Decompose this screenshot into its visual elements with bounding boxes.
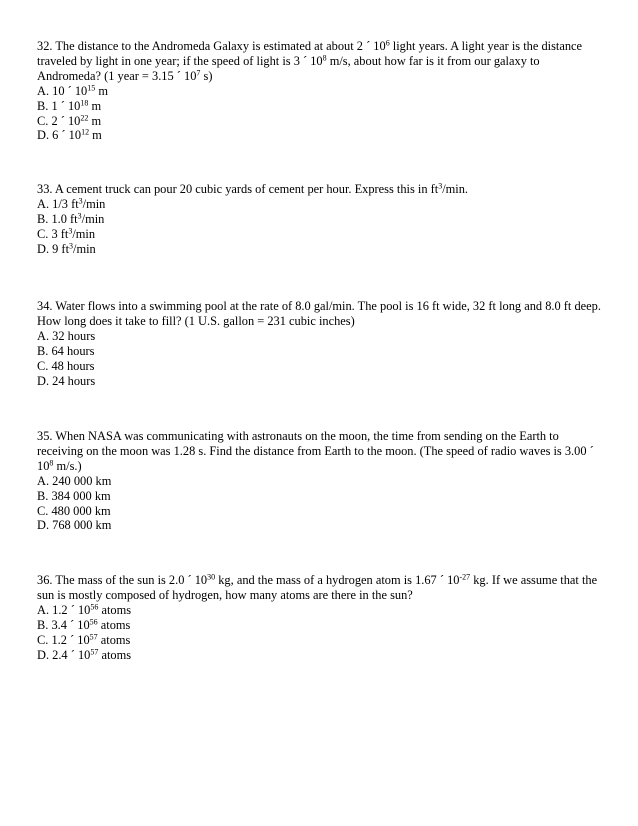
option-superscript: 3	[69, 241, 74, 251]
answer-option-a	[37, 603, 603, 618]
option-text: /min	[81, 211, 105, 226]
answer-option-c: C. 480 000 km	[37, 503, 111, 518]
option-text: C. 3 ft	[37, 226, 69, 241]
stem-superscript: -27	[459, 572, 471, 582]
stem-text: kg. If we assume that the sun is mostly composed of hydrogen, how many atoms are there in the sun?	[37, 573, 598, 602]
stem-text: light years. A light year is the distance traveled by light in one year; if the speed of light is 3 ´ 10	[37, 39, 583, 68]
option-text: B. 1 ´ 10	[37, 98, 81, 113]
answer-options	[37, 329, 603, 389]
question-34	[37, 299, 603, 388]
option-text: /min	[82, 196, 106, 211]
option-text: /min	[72, 226, 96, 241]
answer-option-d	[37, 648, 603, 663]
answer-option-d: D. 24 hours	[37, 373, 96, 388]
answer-option-b: B. 384 000 km	[37, 488, 111, 503]
stem-superscript: 8	[322, 53, 327, 63]
stem-text: 32. The distance to the Andromeda Galaxy is estimated at about 2 ´ 10	[37, 39, 386, 53]
stem-superscript: 30	[207, 572, 216, 582]
question-36	[37, 573, 603, 662]
option-text: m	[95, 83, 108, 98]
option-text: m	[89, 128, 102, 143]
option-superscript: 57	[89, 632, 98, 642]
question-33	[37, 182, 603, 257]
option-text: B. 1.0 ft	[37, 211, 78, 226]
answer-option-d	[37, 128, 603, 143]
option-text: atoms	[98, 602, 132, 617]
stem-superscript: 7	[196, 68, 201, 78]
option-text: atoms	[97, 617, 131, 632]
answer-option-c	[37, 633, 603, 648]
option-text: D. 9 ft	[37, 241, 70, 256]
question-stem	[37, 182, 603, 197]
option-text: atoms	[97, 632, 131, 647]
answer-options	[37, 474, 603, 534]
stem-text: m/s, about how far is it from our galaxy to Andromeda? (1 year = 3.15 ´ 10	[37, 53, 540, 83]
option-text: A. 10 ´ 10	[37, 83, 88, 98]
answer-option-a: A. 32 hours	[37, 328, 96, 343]
answer-option-b	[37, 212, 603, 227]
option-text: D. 6 ´ 10	[37, 128, 82, 143]
answer-option-b	[37, 618, 603, 633]
option-superscript: 3	[77, 211, 82, 221]
option-superscript: 3	[78, 196, 83, 206]
option-text: C. 2 ´ 10	[37, 113, 81, 128]
option-text: C. 1.2 ´ 10	[37, 632, 90, 647]
answer-option-c	[37, 227, 603, 242]
stem-text: /min.	[442, 182, 469, 196]
question-32	[37, 39, 603, 143]
answer-option-d: D. 768 000 km	[37, 518, 112, 533]
answer-options	[37, 197, 603, 257]
question-stem	[37, 573, 603, 603]
option-text: B. 3.4 ´ 10	[37, 617, 90, 632]
answer-options	[37, 84, 603, 144]
stem-text: 35. When NASA was communicating with astronauts on the moon, the time from sending on the Earth to receiving on the moon was 1.28 s. Find the distance from Earth to the moon. (The speed of radio waves is 3.00 ´ 10	[37, 429, 594, 473]
answer-option-b	[37, 99, 603, 114]
option-superscript: 15	[87, 83, 96, 93]
answer-option-c	[37, 114, 603, 129]
stem-superscript: 3	[438, 181, 443, 191]
stem-text: kg, and the mass of a hydrogen atom is 1.67 ´ 10	[215, 573, 460, 587]
option-text: atoms	[98, 647, 132, 662]
stem-text: s)	[200, 68, 213, 83]
answer-options	[37, 603, 603, 663]
answer-option-c: C. 48 hours	[37, 358, 95, 373]
answer-option-a	[37, 197, 603, 212]
question-stem	[37, 429, 603, 474]
option-superscript: 12	[81, 128, 90, 138]
option-superscript: 56	[89, 617, 98, 627]
answer-option-a	[37, 84, 603, 99]
option-superscript: 3	[68, 226, 73, 236]
stem-superscript: 8	[49, 458, 54, 468]
stem-text: 33. A cement truck can pour 20 cubic yards of cement per hour. Express this in ft	[37, 182, 439, 196]
option-superscript: 18	[80, 98, 89, 108]
stem-superscript: 6	[385, 38, 390, 48]
option-text: /min	[73, 241, 96, 256]
stem-text: m/s.)	[53, 458, 82, 473]
option-superscript: 57	[90, 647, 99, 657]
option-text: A. 1.2 ´ 10	[37, 602, 91, 617]
answer-option-a: A. 240 000 km	[37, 473, 112, 488]
stem-text: 36. The mass of the sun is 2.0 ´ 10	[37, 573, 208, 587]
answer-option-b: B. 64 hours	[37, 343, 95, 358]
question-stem	[37, 39, 603, 84]
question-35	[37, 429, 603, 533]
option-text: m	[88, 98, 102, 113]
question-stem	[37, 299, 603, 329]
option-superscript: 56	[90, 602, 99, 612]
option-text: m	[88, 113, 102, 128]
stem-text: 34. Water flows into a swimming pool at the rate of 8.0 gal/min. The pool is 16 ft wide, 32 ft long and 8.0 ft deep. How long does it take to fill? (1 U.S. gallon = 231 cubic inches)	[37, 299, 601, 328]
option-superscript: 22	[80, 113, 89, 123]
option-text: A. 1/3 ft	[37, 196, 79, 211]
option-text: D. 2.4 ´ 10	[37, 647, 91, 662]
answer-option-d	[37, 242, 603, 257]
